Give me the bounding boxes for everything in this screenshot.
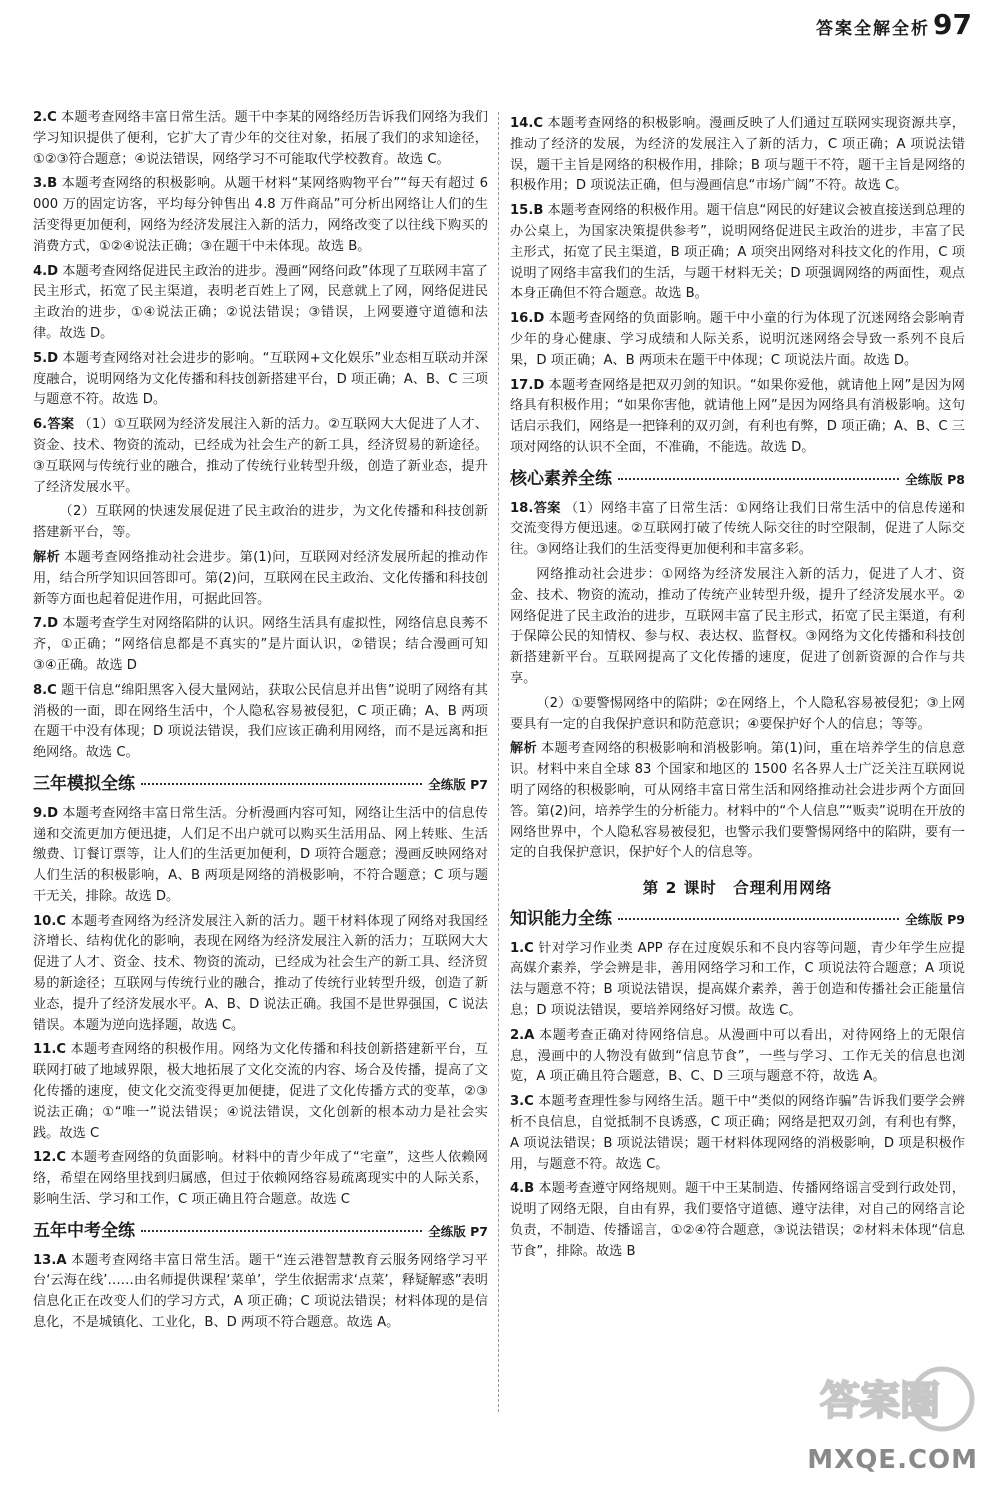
answer-text: 本题考查网络促进民主政治的进步。漫画“网络问政”体现了互联网丰富了民主形式，拓宽了民主渠道，表明老百姓上了网，民意就上了网，网络促进民主政治的进步，①④说法正确；②说法错误；③错误，上网要遵守道德和法律。故选 D。 xyxy=(33,263,488,341)
answer-text: 本题考查遵守网络规则。题干中王某制造、传播网络谣言受到行政处罚，说明了网络无限，自由有界，我们要恪守道德、遵守法律，对自己的网络言论负责，不制造、传播谣言，①②④符合题意，③说法错误；②材料未体现“信息节食”，排除。故选 B xyxy=(510,1181,965,1259)
lesson-title: 第 2 课时 合理利用网络 xyxy=(642,879,833,898)
answer-item xyxy=(33,804,488,908)
answer-text: 本题考查网络丰富日常生活。题干中李某的网络经历告诉我们网络为我们学习知识提供了便利，它扩大了青少年的交往对象，拓展了我们的求知途径，①②③符合题意；④说法错误，网络学习不可能取代学校教育。故选 C。 xyxy=(33,110,488,167)
answer-item xyxy=(510,114,965,197)
answer-item xyxy=(510,939,965,1022)
answer-text: 本题考查网络的积极作用。网络为文化传播和科技创新搭建新平台，互联网打破了地域界限，极大地拓展了文化交流的内容、场合及传播，提高了文化传播的速度，使文化交流变得更加便捷，促进了文化传播方式的变革，②③说法正确；①“唯一”说法错误；④说法错误，文化创新的根本动力是社会实践。故选 C xyxy=(33,1042,488,1141)
answer-text: 本题考查网络是把双刃剑的知识。“如果你爱他，就请他上网”是因为网络具有积极作用；“如果你害他，就请他上网”是因为网络具有消极影响。这句话启示我们，网络是一把锋利的双刃剑，有利也有弊，D 项正确；A、B、C 三项对网络的认识不全面，不准确，不能选。故选 D。 xyxy=(510,377,965,455)
answer-number: 5.D xyxy=(33,350,59,366)
section-heading xyxy=(510,469,965,491)
page-header xyxy=(0,0,1000,60)
section-tag: 全练版 P8 xyxy=(905,471,965,487)
answer-item xyxy=(33,1251,488,1334)
answer-text: 针对学习作业类 APP 存在过度娱乐和不良内容等问题，青少年学生应提高媒介素养，学会辨是非，善用网络学习和工作，C 项说法符合题意；A 项说法与题意不符；B 项说法错误，提高媒介素养，善于创造和传播社会正能量信息；D 项说法错误，要培养网络好习惯。故选 C。 xyxy=(510,940,965,1019)
answer-number: 解析 xyxy=(33,549,61,565)
answer-item xyxy=(510,694,965,736)
answer-number: 1.C xyxy=(510,940,534,956)
section-tag: 全练版 P7 xyxy=(428,776,488,792)
answer-text: 本题考查理性参与网络生活。题干中“类似的网络诈骗”告诉我们要学会辨析不良信息，自觉抵制不良诱惑，C 项正确；网络是把双刃剑，有利也有弊，A 项说法错误；B 项说法错误；题干材料体现网络的消极影响，D 项是积极作用，与题意不符。故选 C。 xyxy=(510,1094,965,1172)
answer-number: 3.B xyxy=(33,176,58,192)
answer-item xyxy=(33,349,488,411)
dotted-leader xyxy=(618,918,899,920)
answer-text: 本题考查网络的积极影响。从题干材料“某网络购物平台”“每天有超过 6 000 万的固定访客，平均每分钟售出 4.8 万件商品”可分析出网络让人们的生活变得更加便利，网络为经济发展注入新的活力，网络改变了以往线下购买的消费方式，①②④说法正确；③在题干中未体现。故选 B。 xyxy=(33,176,488,254)
answer-text: 本题考查网络的负面影响。题干中小童的行为体现了沉迷网络会影响青少年的身心健康、学习成绩和人际关系，说明沉迷网络会导致一系列不良后果，D 项正确；A、B 两项未在题干中体现；C 项说法片面。故选 D。 xyxy=(510,311,965,368)
answer-list xyxy=(510,499,965,865)
answer-text: 本题考查网络推动社会进步。第(1)问，互联网对经济发展所起的推动作用，结合所学知识回答即可。第(2)问，互联网在民主政治、文化传播和科技创新等方面也起着促进作用，可据此回答。 xyxy=(33,549,489,607)
answer-item xyxy=(33,174,488,257)
answer-item xyxy=(33,1040,488,1144)
answer-number: 4.B xyxy=(510,1181,535,1197)
answer-number: 11.C xyxy=(33,1042,67,1058)
answer-number: 解析 xyxy=(510,741,538,757)
answer-number: 12.C xyxy=(33,1150,67,1166)
answer-item xyxy=(33,1148,488,1210)
answer-text: （2）互联网的快速发展促进了民主政治的进步，为文化传播和科技创新搭建新平台，等。 xyxy=(33,504,488,541)
answer-number: 8.C xyxy=(33,682,57,698)
answer-number: 13.A xyxy=(33,1252,67,1268)
answer-number: 2.C xyxy=(33,110,57,125)
answer-list xyxy=(33,804,488,1211)
dotted-leader xyxy=(141,783,422,785)
answer-number: 17.D xyxy=(510,377,545,393)
answer-number: 9.D xyxy=(33,805,59,821)
section-tag: 全练版 P9 xyxy=(905,911,965,927)
answer-item xyxy=(510,565,965,690)
answer-text: 本题考查网络的积极作用。题干信息“网民的好建议会被直接送到总理的办公桌上，为国家决策提供参考”，说明网络促进民主政治的进步，丰富了民主形式，拓宽了民主渠道，B 项正确；A 项突出网络对科技文化的作用，C 项说明了网络丰富我们的生活，与题干材料无关；D 项强调网络的两面性，观点本身正确但不符合题意。故选 B。 xyxy=(510,203,965,302)
answer-text: 本题考查网络为经济发展注入新的活力。题干材料体现了网络对我国经济增长、结构优化的影响，表现在网络为经济发展注入新的活力；互联网大大促进了人才、资金、技术、物资的流动，已经成为社会生产的新工具、经济贸易的新途径；互联网与传统行业的融合，推动了传统行业转型升级，创造了新业态，提升了经济发展水平。A、B、D 说法正确。我国不是世界强国，C 说法错误。本题为逆向选择题，故选 C。 xyxy=(33,913,488,1033)
section-heading xyxy=(510,909,965,931)
section-title: 五年中考全练 xyxy=(33,1220,135,1241)
answer-item xyxy=(510,309,965,371)
section-heading xyxy=(33,774,488,796)
answer-item xyxy=(33,614,488,676)
answer-item xyxy=(510,739,965,864)
answer-item xyxy=(510,376,965,459)
answer-number: 14.C xyxy=(510,116,544,131)
answer-item xyxy=(33,912,488,1037)
answer-text: 本题考查正确对待网络信息。从漫画中可以看出，对待网络上的无限信息，漫画中的人物没有做到“信息节食”，一些与学习、工作无关的信息也浏览，A 项正确且符合题意，B、C、D 三项与题意不符，故选 A。 xyxy=(510,1027,965,1085)
answer-text: （1）①互联网为经济发展注入新的活力。②互联网大大促进了人才、资金、技术、物资的流动，已经成为社会生产的新工具，经济贸易的新途径。③互联网与传统行业的融合，推动了传统行业转型升级，创造了新业态，提升了经济发展水平。 xyxy=(33,417,488,495)
answer-list xyxy=(33,1251,488,1334)
answer-number: 10.C xyxy=(33,913,67,929)
answer-number: 3.C xyxy=(510,1094,534,1110)
answer-text: 本题考查网络丰富日常生活。题干“连云港智慧教育云服务网络学习平台‘云海在线’……由名师提供课程‘菜单’，学生依据需求‘点菜’，释疑解惑”表明信息化正在改变人们的学习方式，A 项正确；C 项说法错误；材料体现的是信息化，不是城镇化、工业化，B、D 两项不符合题意。故选 A。 xyxy=(33,1252,488,1331)
watermark-seal-text: 答案圈 xyxy=(820,1378,940,1424)
answer-text: （2）①要警惕网络中的陷阱；②在网络上，个人隐私容易被侵犯；③上网要具有一定的自我保护意识和防范意识；④要保护好个人的信息；等等。 xyxy=(510,695,965,732)
section-tag: 全练版 P7 xyxy=(428,1223,488,1239)
section-title: 核心素养全练 xyxy=(510,468,612,489)
answer-number: 15.B xyxy=(510,203,544,219)
answer-text: 本题考查网络的负面影响。材料中的青少年成了“宅童”，这些人依赖网络，希望在网络里找到归属感，但过于依赖网络容易疏离现实中的人际关系，影响生活、学习和工作，C 项正确且符合题意。故选 C xyxy=(33,1150,488,1208)
answer-number: 2.A xyxy=(510,1027,535,1043)
answer-item xyxy=(33,548,488,610)
answer-text: 本题考查网络对社会进步的影响。“互联网+文化娱乐”业态相互联动并深度融合，说明网络为文化传播和科技创新搭建平台，D 项正确；A、B、C 三项与题意不符。故选 D。 xyxy=(33,350,488,408)
answer-item xyxy=(33,262,488,345)
answer-text: 本题考查学生对网络陷阱的认识。网络生活具有虚拟性，网络信息良莠不齐，①正确；“网络信息都是不真实的”是片面认识，②错误；结合漫画可知③④正确。故选 D xyxy=(33,616,488,673)
section-title: 三年模拟全练 xyxy=(33,773,135,794)
answer-number: 4.D xyxy=(33,263,59,279)
answer-item xyxy=(510,499,965,561)
answer-item xyxy=(33,502,488,544)
answer-number: 7.D xyxy=(33,616,59,632)
answer-text: 本题考查网络丰富日常生活。分析漫画内容可知，网络让生活中的信息传递和交流更加方便迅捷，人们足不出户就可以购买生活用品、网上转账、生活缴费、订餐订票等，让人们的生活更加便利，D 项符合题意；漫画反映网络对人们生活的积极影响，A、B 两项是网络的消极影响，不符合题意；C 项与题干无关，排除。故选 D。 xyxy=(33,805,488,904)
dotted-leader xyxy=(618,478,899,480)
answer-list xyxy=(510,114,965,459)
left-column xyxy=(33,108,488,1338)
answer-list xyxy=(510,939,965,1263)
header-title: 答案全解全析 xyxy=(816,19,930,39)
answer-text: 网络推动社会进步：①网络为经济发展注入新的活力，促进了人才、资金、技术、物资的流动，推动了传统产业转型升级，提升了经济发展水平。②网络促进了民主政治的进步，互联网丰富了民主形式，拓宽了民主渠道，有利于保障公民的知情权、参与权、表达权、监督权。③网络为文化传播和科技创新搭建新平台。互联网提高了文化传播的速度，促进了创新资源的合作与共享。 xyxy=(510,566,965,686)
answer-item xyxy=(510,1026,965,1088)
answer-item xyxy=(510,1092,965,1175)
answer-item xyxy=(33,415,488,498)
answer-text: （1）网络丰富了日常生活：①网络让我们日常生活中的信息传递和交流变得方便迅速。②互联网打破了传统人际交往的时空限制，促进了人际交往。③网络让我们的生活变得更加便利和丰富多彩。 xyxy=(510,500,965,558)
right-column xyxy=(510,114,965,1267)
answer-text: 本题考查网络的积极影响和消极影响。第(1)问，重在培养学生的信息意识。材料中来自全球 83 个国家和地区的 1500 名各界人士广泛关注互联网说明了网络的积极影响，可从网络丰富日常生活和网络推动社会进步两个方面回答。第(2)问，培养学生的分析能力。材料中的“个人信息”“贩卖”说明在开放的网络世界中，个人隐私容易被侵犯，也警示我们要警惕网络中的陷阱，要有一定的自我保护意识，保护好个人的信息等。 xyxy=(510,741,966,861)
column-divider xyxy=(498,112,499,1412)
answer-item xyxy=(510,1179,965,1262)
section-heading xyxy=(33,1221,488,1243)
answer-item xyxy=(33,681,488,764)
answer-number: 18.答案 xyxy=(510,500,561,516)
answer-text: 题干信息“绵阳黑客入侵大量网站，获取公民信息并出售”说明了网络有其消极的一面，即在网络生活中，个人隐私容易被侵犯，C 项正确；A、B 两项在题干中没有体现；D 项说法错误，我们应该正确利用网络，而不是远离和拒绝网络。故选 C。 xyxy=(33,682,488,761)
section-title: 知识能力全练 xyxy=(510,908,612,929)
dotted-leader xyxy=(141,1230,422,1232)
page-number: 97 xyxy=(933,8,972,41)
watermark-site: MXQE.COM xyxy=(807,1445,978,1475)
answer-item xyxy=(510,201,965,305)
answer-number: 6.答案 xyxy=(33,417,75,433)
answer-list xyxy=(33,108,488,764)
answer-item xyxy=(33,108,488,170)
answer-text: 本题考查网络的积极影响。漫画反映了人们通过互联网实现资源共享，推动了经济的发展，为经济的发展注入了新的活力，C 项正确；A 项说法错误，题干主旨是网络的积极作用，排除；B 项与题干不符，题干主旨是网络的积极作用；D 项说法正确，但与漫画信息“市场广阔”不符。故选 C。 xyxy=(510,116,965,194)
answer-number: 16.D xyxy=(510,311,545,327)
